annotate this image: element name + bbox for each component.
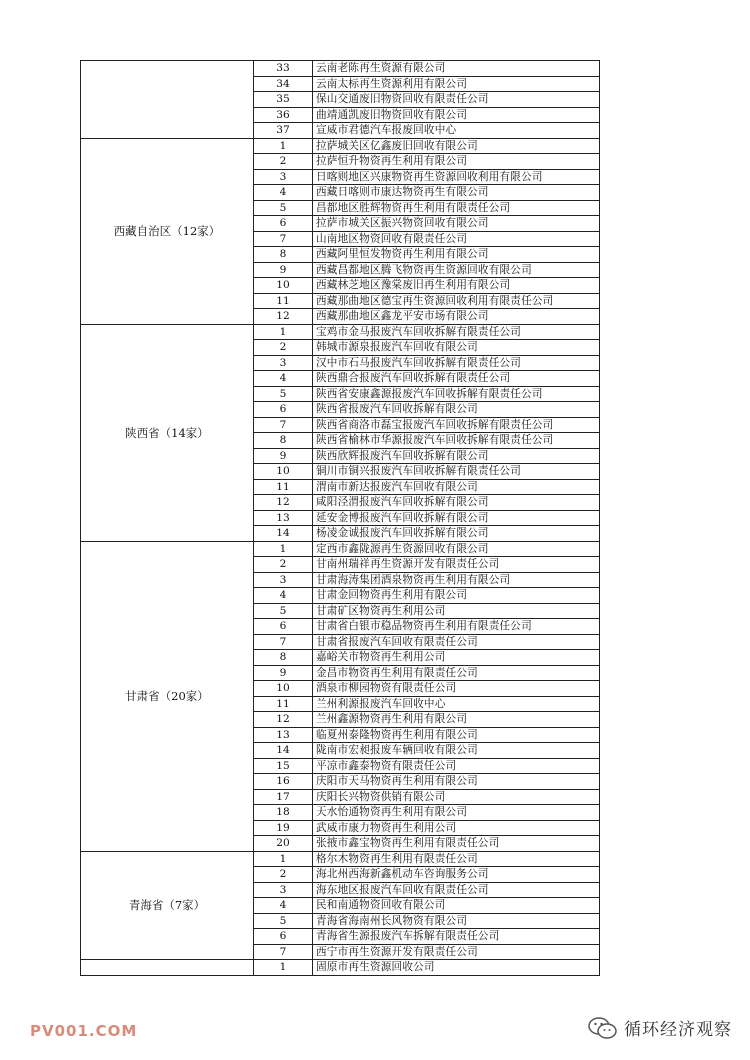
company-name-cell: 西藏那曲地区德宝再生资源回收利用有限责任公司	[313, 293, 600, 309]
row-number-cell: 13	[254, 510, 313, 526]
row-number-cell: 5	[254, 386, 313, 402]
company-name-cell: 宝鸡市金马报废汽车回收拆解有限责任公司	[313, 324, 600, 340]
row-number-cell: 17	[254, 789, 313, 805]
row-number-cell: 11	[254, 479, 313, 495]
company-name-cell: 酒泉市柳园物资有限责任公司	[313, 681, 600, 697]
company-name-cell: 拉萨城关区亿鑫废旧回收有限公司	[313, 138, 600, 154]
company-name-cell: 汉中市石马报废汽车回收拆解有限责任公司	[313, 355, 600, 371]
row-number-cell: 11	[254, 696, 313, 712]
company-name-cell: 昌都地区胜辉物资再生利用有限责任公司	[313, 200, 600, 216]
company-name-cell: 民和南通物资回收有限公司	[313, 898, 600, 914]
company-name-cell: 陕西欣辉报废汽车回收拆解有限公司	[313, 448, 600, 464]
company-name-cell: 杨凌金诚报废汽车回收拆解有限公司	[313, 526, 600, 542]
company-name-cell: 韩城市源泉报废汽车回收有限公司	[313, 340, 600, 356]
company-name-cell: 庆阳长兴物资供销有限公司	[313, 789, 600, 805]
row-number-cell: 4	[254, 371, 313, 387]
wechat-icon	[588, 1016, 618, 1040]
row-number-cell: 11	[254, 293, 313, 309]
row-number-cell: 35	[254, 92, 313, 108]
row-number-cell: 12	[254, 712, 313, 728]
row-number-cell: 1	[254, 138, 313, 154]
row-number-cell: 12	[254, 309, 313, 325]
row-number-cell: 36	[254, 107, 313, 123]
province-cell: 青海省（7家）	[81, 851, 254, 960]
row-number-cell: 2	[254, 340, 313, 356]
company-name-cell: 甘肃海涛集团酒泉物资再生利用有限公司	[313, 572, 600, 588]
row-number-cell: 18	[254, 805, 313, 821]
row-number-cell: 2	[254, 154, 313, 170]
company-name-cell: 兰州利源报废汽车回收中心	[313, 696, 600, 712]
company-name-cell: 西藏阿里恒发物资再生利用有限公司	[313, 247, 600, 263]
company-name-cell: 陕西省商洛市磊宝报废汽车回收拆解有限责任公司	[313, 417, 600, 433]
company-name-cell: 陇南市宏昶报废车辆回收有限公司	[313, 743, 600, 759]
province-cell: 陕西省（14家）	[81, 324, 254, 541]
company-name-cell: 云南老陈再生资源有限公司	[313, 61, 600, 77]
row-number-cell: 3	[254, 169, 313, 185]
province-cell	[81, 960, 254, 976]
row-number-cell: 8	[254, 247, 313, 263]
row-number-cell: 9	[254, 448, 313, 464]
row-number-cell: 4	[254, 898, 313, 914]
row-number-cell: 15	[254, 758, 313, 774]
company-name-cell: 陕西省报废汽车回收拆解有限公司	[313, 402, 600, 418]
row-number-cell: 6	[254, 216, 313, 232]
company-name-cell: 陕西鼎合报废汽车回收拆解有限责任公司	[313, 371, 600, 387]
row-number-cell: 7	[254, 231, 313, 247]
row-number-cell: 3	[254, 572, 313, 588]
company-name-cell: 定西市鑫陇源再生资源回收有限公司	[313, 541, 600, 557]
row-number-cell: 2	[254, 867, 313, 883]
row-number-cell: 8	[254, 433, 313, 449]
table-row	[81, 851, 600, 867]
row-number-cell: 13	[254, 727, 313, 743]
row-number-cell: 6	[254, 402, 313, 418]
row-number-cell: 3	[254, 355, 313, 371]
row-number-cell: 4	[254, 588, 313, 604]
company-name-cell: 保山交通废旧物资回收有限责任公司	[313, 92, 600, 108]
company-name-cell: 咸阳泾渭报废汽车回收拆解有限公司	[313, 495, 600, 511]
row-number-cell: 8	[254, 650, 313, 666]
company-name-cell: 海北州西海新鑫机动车咨询服务公司	[313, 867, 600, 883]
company-name-cell: 格尔木物资再生利用有限责任公司	[313, 851, 600, 867]
company-name-cell: 甘南州瑞祥再生资源开发有限责任公司	[313, 557, 600, 573]
company-name-cell: 青海省生源报废汽车拆解有限责任公司	[313, 929, 600, 945]
table-row	[81, 960, 600, 976]
row-number-cell: 5	[254, 913, 313, 929]
company-name-cell: 海东地区报废汽车回收有限责任公司	[313, 882, 600, 898]
company-name-cell: 西藏日喀则市康达物资再生有限公司	[313, 185, 600, 201]
row-number-cell: 5	[254, 603, 313, 619]
row-number-cell: 3	[254, 882, 313, 898]
row-number-cell: 9	[254, 665, 313, 681]
table-row	[81, 61, 600, 77]
company-name-cell: 日喀则地区兴康物资再生资源回收利用有限公司	[313, 169, 600, 185]
province-cell: 甘肃省（20家）	[81, 541, 254, 851]
company-name-cell: 拉萨市城关区振兴物资回收有限公司	[313, 216, 600, 232]
company-name-cell: 嘉峪关市物资再生利用公司	[313, 650, 600, 666]
row-number-cell: 4	[254, 185, 313, 201]
company-name-cell: 西藏昌都地区腾飞物资再生资源回收有限公司	[313, 262, 600, 278]
row-number-cell: 7	[254, 634, 313, 650]
pv001-watermark: PV001.COM	[30, 1022, 138, 1040]
row-number-cell: 19	[254, 820, 313, 836]
row-number-cell: 6	[254, 619, 313, 635]
province-cell: 西藏自治区（12家）	[81, 138, 254, 324]
row-number-cell: 1	[254, 541, 313, 557]
company-name-cell: 西藏林芝地区豫棠废旧再生利用有限公司	[313, 278, 600, 294]
company-name-cell: 甘肃金回物资再生利用有限公司	[313, 588, 600, 604]
company-name-cell: 天水怡通物资再生利用有限公司	[313, 805, 600, 821]
company-list-table	[80, 60, 600, 976]
row-number-cell: 1	[254, 324, 313, 340]
row-number-cell: 1	[254, 960, 313, 976]
row-number-cell: 5	[254, 200, 313, 216]
company-name-cell: 武威市康力物资再生利用公司	[313, 820, 600, 836]
row-number-cell: 14	[254, 743, 313, 759]
company-name-cell: 庆阳市天马物资再生利用有限公司	[313, 774, 600, 790]
company-name-cell: 山南地区物资回收有限责任公司	[313, 231, 600, 247]
company-name-cell: 陕西省榆林市华源报废汽车回收拆解有限责任公司	[313, 433, 600, 449]
row-number-cell: 12	[254, 495, 313, 511]
wechat-account-name: 循环经济观察	[624, 1020, 732, 1040]
company-name-cell: 渭南市新达报废汽车回收有限公司	[313, 479, 600, 495]
row-number-cell: 10	[254, 278, 313, 294]
company-name-cell: 延安金博报废汽车回收拆解有限公司	[313, 510, 600, 526]
row-number-cell: 6	[254, 929, 313, 945]
company-name-cell: 陕西省安康鑫源报废汽车回收拆解有限责任公司	[313, 386, 600, 402]
company-name-cell: 甘肃省报废汽车回收有限责任公司	[313, 634, 600, 650]
row-number-cell: 14	[254, 526, 313, 542]
table-row	[81, 138, 600, 154]
company-name-cell: 固原市再生资源回收公司	[313, 960, 600, 976]
company-name-cell: 曲靖通凯废旧物资回收有限公司	[313, 107, 600, 123]
company-name-cell: 青海省海南州长风物资有限公司	[313, 913, 600, 929]
table-row	[81, 541, 600, 557]
row-number-cell: 10	[254, 464, 313, 480]
row-number-cell: 9	[254, 262, 313, 278]
row-number-cell: 2	[254, 557, 313, 573]
company-name-cell: 甘肃省白银市稳品物资再生利用有限责任公司	[313, 619, 600, 635]
company-name-cell: 西藏那曲地区鑫龙平安市场有限公司	[313, 309, 600, 325]
row-number-cell: 1	[254, 851, 313, 867]
company-name-cell: 云南太标再生资源利用有限公司	[313, 76, 600, 92]
row-number-cell: 37	[254, 123, 313, 139]
table-row	[81, 324, 600, 340]
row-number-cell: 7	[254, 417, 313, 433]
province-cell	[81, 61, 254, 139]
row-number-cell: 33	[254, 61, 313, 77]
company-name-cell: 平凉市鑫泰物资有限责任公司	[313, 758, 600, 774]
company-name-cell: 甘肃矿区物资再生利用公司	[313, 603, 600, 619]
recycling-company-table	[80, 60, 599, 976]
company-name-cell: 西宁市再生资源开发有限责任公司	[313, 944, 600, 960]
company-name-cell: 拉萨恒升物资再生利用有限公司	[313, 154, 600, 170]
row-number-cell: 16	[254, 774, 313, 790]
row-number-cell: 7	[254, 944, 313, 960]
company-name-cell: 金昌市物资再生利用有限责任公司	[313, 665, 600, 681]
company-name-cell: 临夏州泰隆物资再生利用有限公司	[313, 727, 600, 743]
company-name-cell: 张掖市鑫宝物资再生利用有限责任公司	[313, 836, 600, 852]
row-number-cell: 10	[254, 681, 313, 697]
wechat-account-watermark	[588, 1015, 732, 1040]
row-number-cell: 34	[254, 76, 313, 92]
company-name-cell: 宣威市君德汽车报废回收中心	[313, 123, 600, 139]
company-name-cell: 铜川市铜兴报废汽车回收拆解有限责任公司	[313, 464, 600, 480]
company-name-cell: 兰州鑫源物资再生利用有限公司	[313, 712, 600, 728]
row-number-cell: 20	[254, 836, 313, 852]
